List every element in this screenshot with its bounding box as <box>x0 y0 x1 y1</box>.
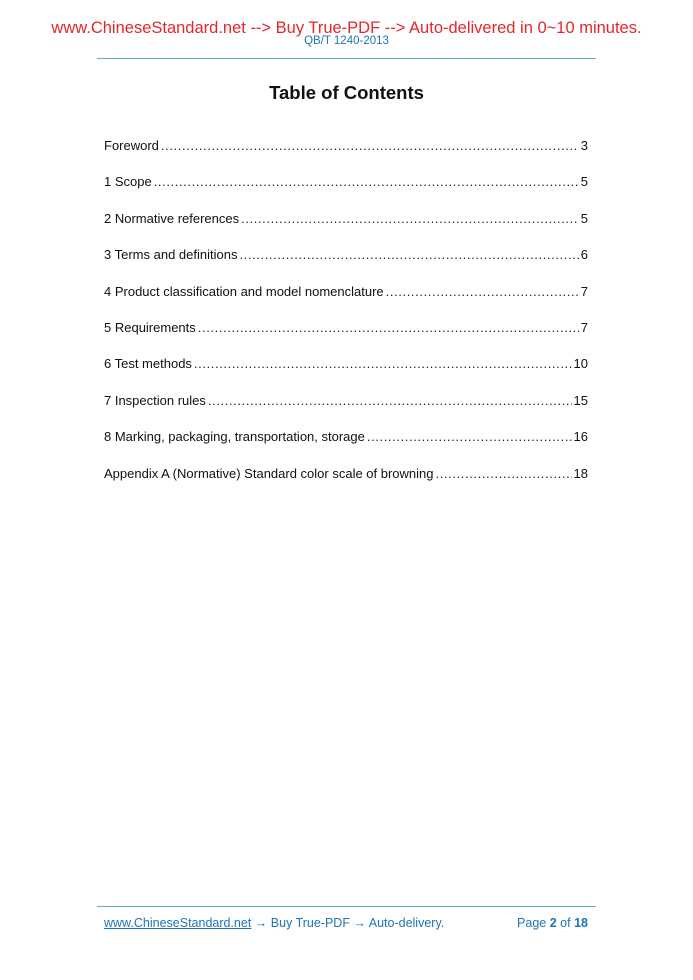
toc-entry-scope[interactable] <box>104 174 588 210</box>
footer-promo <box>104 916 444 931</box>
page-total: 18 <box>574 916 588 930</box>
toc-entry-label: 1 Scope <box>104 174 152 190</box>
toc-dot-leader <box>386 284 579 300</box>
toc-entry-normative-references[interactable] <box>104 211 588 247</box>
toc-dot-leader <box>194 356 572 372</box>
arrow-right-icon: → <box>254 916 268 930</box>
toc-entry-page: 3 <box>580 138 588 153</box>
toc-entry-page: 6 <box>580 247 588 263</box>
toc-entry-test-methods[interactable] <box>104 356 588 392</box>
toc-entry-page: 7 <box>580 283 588 299</box>
toc-dot-leader <box>241 211 579 227</box>
arrow-right-icon: → <box>353 916 366 930</box>
page-number <box>517 916 588 931</box>
toc-entry-label: 2 Normative references <box>104 210 240 226</box>
toc-entry-inspection-rules[interactable] <box>104 393 588 429</box>
toc-entry-label: 8 Marking, packaging, transportation, storage <box>104 429 365 445</box>
toc-entry-label: 5 Requirements <box>104 319 196 335</box>
toc-entry-page: 16 <box>573 429 588 445</box>
toc-dot-leader <box>436 466 572 482</box>
footer-buy-text: Buy True-PDF <box>270 916 350 930</box>
footer-delivery-text: Auto-delivery. <box>368 916 445 930</box>
toc-entry-page: 7 <box>580 319 588 335</box>
toc-entry-label: 6 Test methods <box>104 356 192 372</box>
toc-title: Table of Contents <box>269 82 424 103</box>
page-current: 2 <box>549 916 557 930</box>
toc-entry-page: 5 <box>580 174 588 190</box>
toc-entry-page: 18 <box>573 465 588 481</box>
toc-list <box>104 138 588 502</box>
toc-entry-label: 3 Terms and definitions <box>104 247 238 263</box>
footer-site-link[interactable]: www.ChineseStandard.net <box>104 916 252 930</box>
toc-entry-label: 4 Product classification and model nomenclature <box>104 283 384 299</box>
page-of: of <box>560 916 571 930</box>
toc-dot-leader <box>161 138 579 154</box>
toc-entry-appendix-a[interactable] <box>104 466 588 502</box>
toc-entry-page: 10 <box>573 356 588 372</box>
toc-entry-page: 5 <box>580 210 588 226</box>
footer-divider <box>97 906 596 907</box>
toc-entry-label: Foreword <box>104 138 159 153</box>
toc-dot-leader <box>239 247 578 263</box>
header-divider <box>97 58 596 59</box>
toc-entry-requirements[interactable] <box>104 320 588 356</box>
toc-entry-terms-and-definitions[interactable] <box>104 247 588 283</box>
toc-dot-leader <box>367 429 572 445</box>
toc-dot-leader <box>198 320 579 336</box>
document-code: QB/T 1240-2013 <box>304 35 389 47</box>
toc-entry-marking-packaging[interactable] <box>104 429 588 465</box>
toc-dot-leader <box>208 393 572 409</box>
toc-entry-page: 15 <box>573 392 588 408</box>
toc-dot-leader <box>154 174 579 190</box>
promo-banner: www.ChineseStandard.net --> Buy True-PDF --> Auto-delivered in 0~10 minutes. <box>51 19 642 37</box>
toc-entry-label: 7 Inspection rules <box>104 392 206 408</box>
toc-entry-label: Appendix A (Normative) Standard color scale of browning <box>104 465 434 481</box>
toc-entry-product-classification[interactable] <box>104 284 588 320</box>
toc-entry-foreword[interactable] <box>104 138 588 174</box>
page-word: Page <box>517 916 547 930</box>
page-footer <box>104 916 588 931</box>
